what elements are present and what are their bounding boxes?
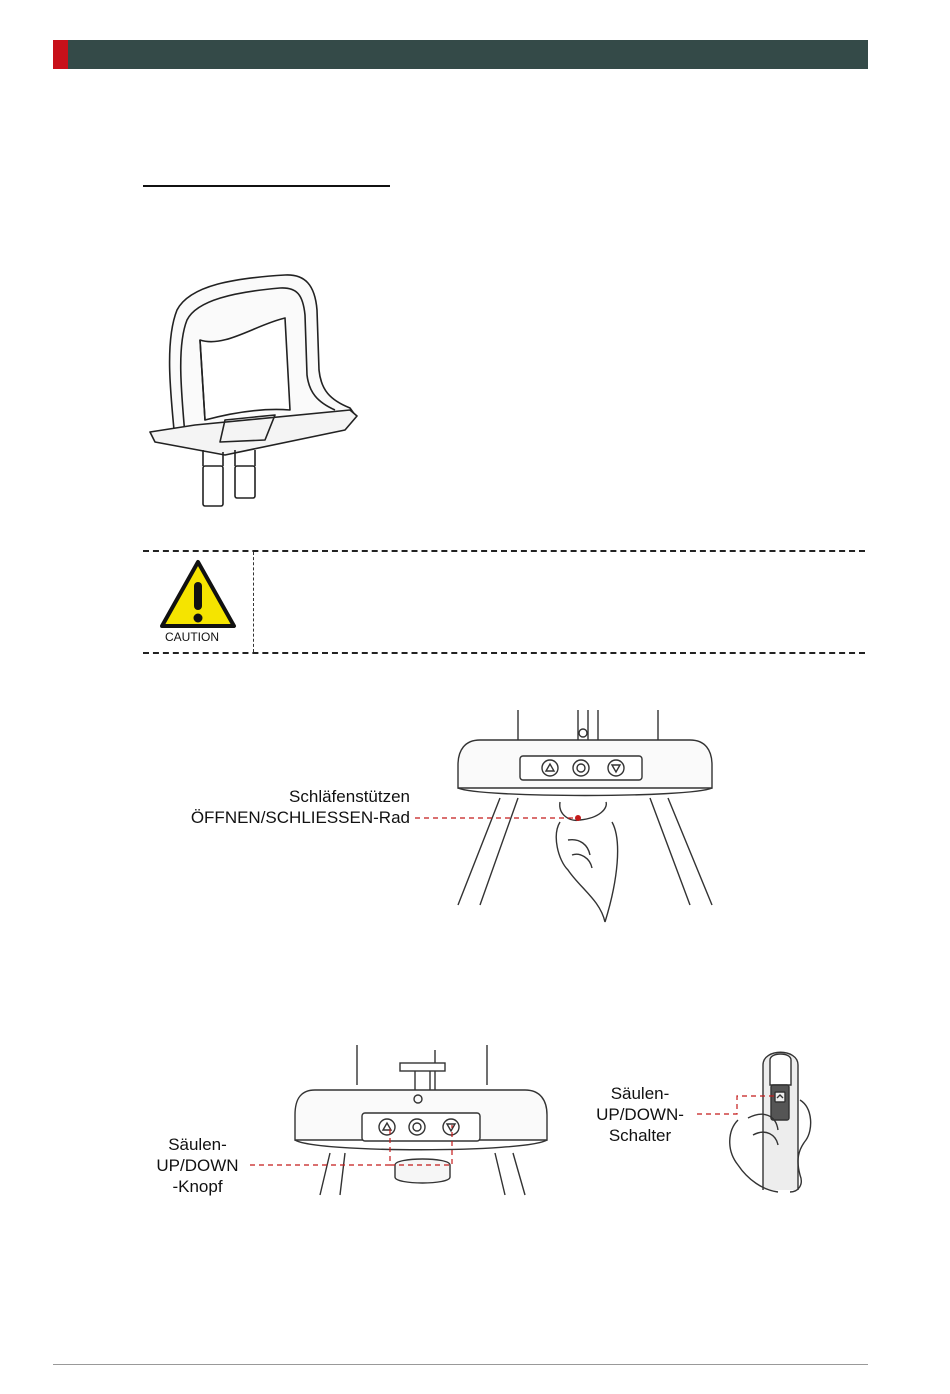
column-switch-label-line1: Säulen- <box>610 1084 670 1103</box>
column-button-label-line1: Säulen- <box>168 1135 227 1154</box>
column-switch-leader <box>692 1084 782 1124</box>
column-switch-label <box>585 1083 695 1146</box>
warning-icon <box>158 558 238 630</box>
chin-rest-illustration <box>145 270 370 515</box>
column-button-label <box>150 1134 245 1197</box>
column-switch-label-line3: Schalter <box>608 1126 672 1145</box>
temple-wheel-label-line2: ÖFFNEN/SCHLIESSEN-Rad <box>190 808 410 827</box>
header-bar <box>53 40 868 69</box>
header-accent <box>53 40 68 69</box>
caution-label: CAUTION <box>165 630 219 644</box>
column-button-leader <box>245 1120 460 1175</box>
section-title-underline <box>143 185 390 187</box>
caution-divider <box>253 552 254 652</box>
column-button-label-line3: -Knopf <box>172 1177 223 1196</box>
footer-rule <box>53 1364 868 1365</box>
column-switch-label-line2: UP/DOWN- <box>596 1105 684 1124</box>
column-button-label-line2: UP/DOWN <box>156 1156 239 1175</box>
caution-box <box>143 550 865 654</box>
temple-wheel-leader <box>410 810 585 830</box>
temple-wheel-label-line1: Schläfenstützen <box>289 787 410 806</box>
temple-wheel-label <box>150 786 410 828</box>
